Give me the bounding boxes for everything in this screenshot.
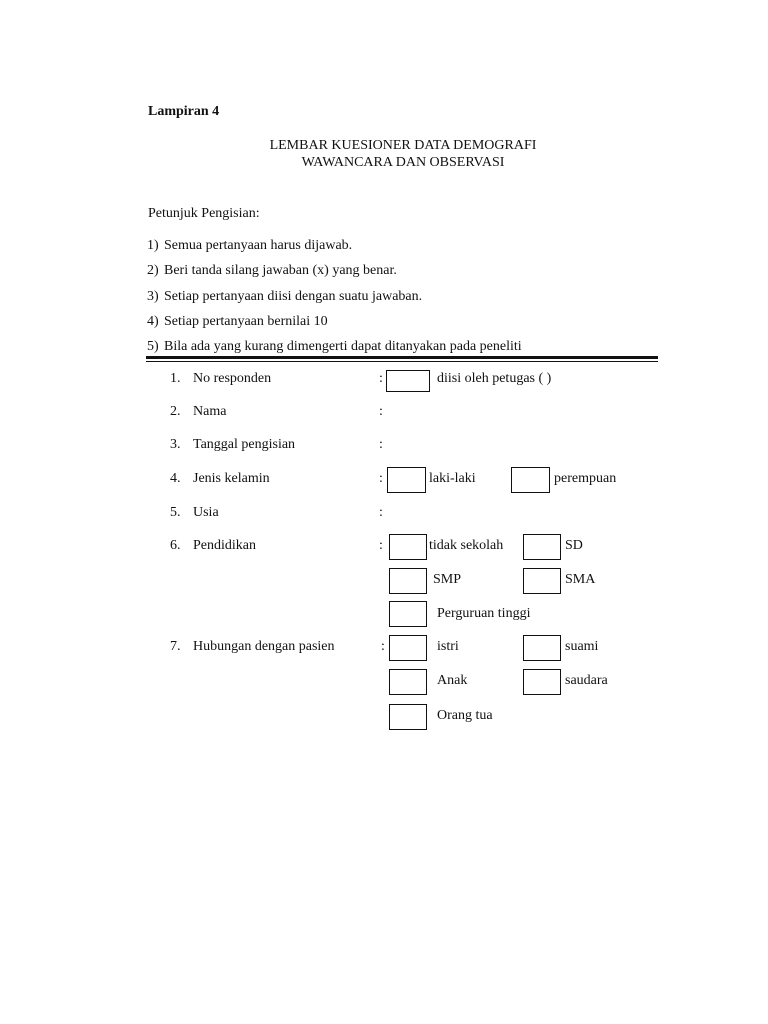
- question-number: 4.: [170, 471, 181, 486]
- question-number: 1.: [170, 371, 181, 386]
- colon: :: [379, 437, 383, 452]
- instruction-text: Beri tanda silang jawaban (x) yang benar.: [164, 263, 397, 278]
- question-label-usia: Usia: [193, 505, 219, 520]
- option-perempuan: perempuan: [554, 471, 617, 486]
- instruction-number: 2): [147, 263, 159, 278]
- instruction-text: Semua pertanyaan harus dijawab.: [164, 238, 353, 253]
- checkbox-saudara[interactable]: [523, 669, 561, 695]
- separator-thin: [146, 361, 658, 362]
- checkbox-anak[interactable]: [389, 669, 427, 695]
- colon: :: [379, 404, 383, 419]
- document-title-line1: LEMBAR KUESIONER DATA DEMOGRAFI: [269, 138, 537, 153]
- attachment-label: Lampiran 4: [148, 104, 220, 119]
- colon: :: [379, 471, 383, 486]
- checkbox-istri[interactable]: [389, 635, 427, 661]
- instruction-item: [147, 238, 352, 254]
- question-label-nama: Nama: [193, 404, 227, 419]
- question-number: 7.: [170, 639, 181, 654]
- question-label-pendidikan: Pendidikan: [193, 538, 256, 553]
- colon: :: [379, 371, 383, 386]
- instruction-item: [147, 263, 397, 279]
- option-perguruan-tinggi: Perguruan tinggi: [437, 606, 531, 621]
- option-smp: SMP: [433, 572, 462, 587]
- instruction-number: 4): [147, 314, 159, 329]
- colon: :: [379, 505, 383, 520]
- option-orang-tua: Orang tua: [437, 708, 493, 723]
- instruction-number: 3): [147, 289, 159, 304]
- responden-number-box[interactable]: [386, 370, 430, 392]
- question-label-no-responden: No responden: [193, 371, 272, 386]
- instruction-item: [147, 339, 522, 355]
- question-number: 3.: [170, 437, 181, 452]
- checkbox-laki-laki[interactable]: [387, 467, 426, 493]
- colon: :: [379, 538, 383, 553]
- option-anak: Anak: [437, 673, 468, 688]
- option-istri: istri: [437, 639, 459, 654]
- checkbox-perempuan[interactable]: [511, 467, 550, 493]
- separator-thick: [146, 356, 658, 359]
- colon: :: [381, 639, 385, 654]
- checkbox-suami[interactable]: [523, 635, 561, 661]
- instruction-text: Setiap pertanyaan diisi dengan suatu jawaban.: [164, 289, 423, 304]
- officer-note: diisi oleh petugas ( ): [437, 371, 552, 386]
- option-sd: SD: [565, 538, 583, 553]
- checkbox-sd[interactable]: [523, 534, 561, 560]
- document-title-line2: WAWANCARA DAN OBSERVASI: [301, 155, 505, 170]
- instruction-item: [147, 289, 422, 305]
- checkbox-perguruan-tinggi[interactable]: [389, 601, 427, 627]
- instruction-number: 5): [147, 339, 159, 354]
- question-number: 2.: [170, 404, 181, 419]
- checkbox-orang-tua[interactable]: [389, 704, 427, 730]
- option-suami: suami: [565, 639, 599, 654]
- instruction-text: Bila ada yang kurang dimengerti dapat ditanyakan pada peneliti: [164, 339, 522, 354]
- instruction-number: 1): [147, 238, 159, 253]
- option-saudara: saudara: [565, 673, 608, 688]
- question-label-hubungan: Hubungan dengan pasien: [193, 639, 335, 654]
- question-number: 6.: [170, 538, 181, 553]
- checkbox-sma[interactable]: [523, 568, 561, 594]
- checkbox-smp[interactable]: [389, 568, 427, 594]
- instruction-item: [147, 314, 328, 330]
- option-tidak-sekolah: tidak sekolah: [429, 538, 504, 553]
- question-number: 5.: [170, 505, 181, 520]
- question-label-jenis-kelamin: Jenis kelamin: [193, 471, 270, 486]
- instruction-text: Setiap pertanyaan bernilai 10: [164, 314, 328, 329]
- option-laki-laki: laki-laki: [429, 471, 476, 486]
- checkbox-tidak-sekolah[interactable]: [389, 534, 427, 560]
- question-label-tanggal: Tanggal pengisian: [193, 437, 296, 452]
- option-sma: SMA: [565, 572, 596, 587]
- instructions-heading: Petunjuk Pengisian:: [148, 206, 260, 221]
